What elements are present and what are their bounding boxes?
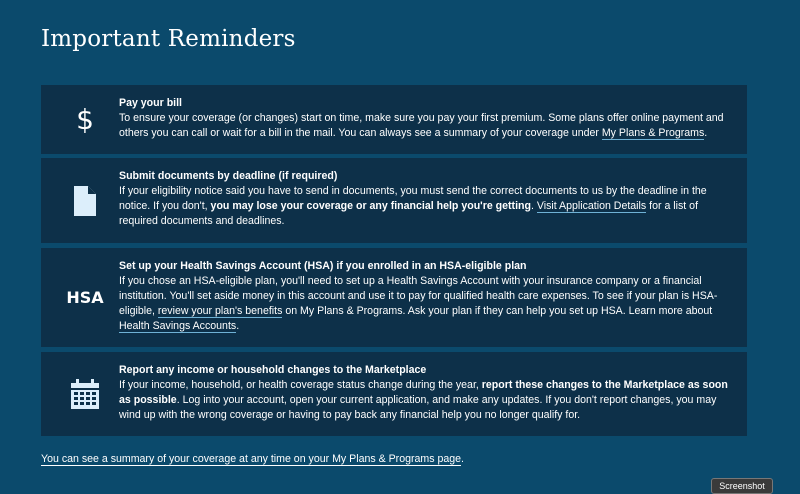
card-text: If you chose an HSA-eligible plan, you'll need to set up a Health Savings Account with your insurance company or a financial institution. You'll set aside money in this account and use it to pay for qualified health care expenses. To see if your plan is HSA-eligible, [119,275,718,317]
card-text: If your eligibility notice said you have to send in documents, you must send the correct documents to us by the deadline in the notice. If you don't, [119,185,707,212]
card-title: Submit documents by deadline (if required) [119,170,338,182]
card-body [119,96,737,141]
hsa-icon [41,248,129,347]
card-body [119,259,737,334]
card-text: If your income, household, or health coverage status change during the year, [119,379,482,391]
dollar-icon: $ [76,102,94,136]
card-text-end: . [236,320,240,332]
card-title: Report any income or household changes to the Marketplace [119,364,427,376]
card-text-mid: . [530,200,537,212]
my-plans-programs-link[interactable]: My Plans & Programs [601,127,705,139]
coverage-summary-link[interactable]: You can see a summary of your coverage at any time on your My Plans & Programs page [41,453,462,465]
card-bold-text: report these changes to the Marketplace as soon as possible [119,379,728,406]
reminder-card-report-changes [41,352,747,436]
card-body [119,363,737,423]
review-plan-benefits-link[interactable]: review your plan's benefits [157,305,283,317]
document-icon [41,158,129,243]
page-title: Important Reminders [41,26,296,52]
footer-end: . [461,453,464,465]
reminder-card-submit-documents [41,158,747,243]
card-text-end: . [704,127,708,139]
card-text-end: for a list of required documents and deadlines. [119,200,699,227]
screenshot-button[interactable]: Screenshot [711,478,773,494]
health-savings-accounts-link[interactable]: Health Savings Accounts [119,320,237,332]
calendar-icon [41,352,129,436]
card-text-mid: on My Plans & Programs. Ask your plan if they can help you set up HSA. Learn more about [282,305,713,317]
card-text-end: . Log into your account, open your current application, and make any updates. If you don't report changes, you may wind up with the wrong coverage or having to pay back any financial help you no longer qualify for. [119,394,717,421]
card-title: Set up your Health Savings Account (HSA) if you enrolled in an HSA-eligible plan [119,260,527,272]
card-bold-text: you may lose your coverage or any financial help you're getting [210,200,531,212]
card-text: To ensure your coverage (or changes) start on time, make sure you pay your first premium. Some plans offer online payment and others you can call or wait for a bill in the mail. You can always see a summary of your coverage under [119,112,724,139]
reminder-card-hsa [41,248,747,347]
card-body [119,169,737,229]
hsa-icon-label: HSA [66,288,104,307]
visit-application-details-link[interactable]: Visit Application Details [536,200,647,212]
reminder-card-pay-bill [41,85,747,154]
card-title: Pay your bill [119,97,182,109]
footer [41,453,464,465]
